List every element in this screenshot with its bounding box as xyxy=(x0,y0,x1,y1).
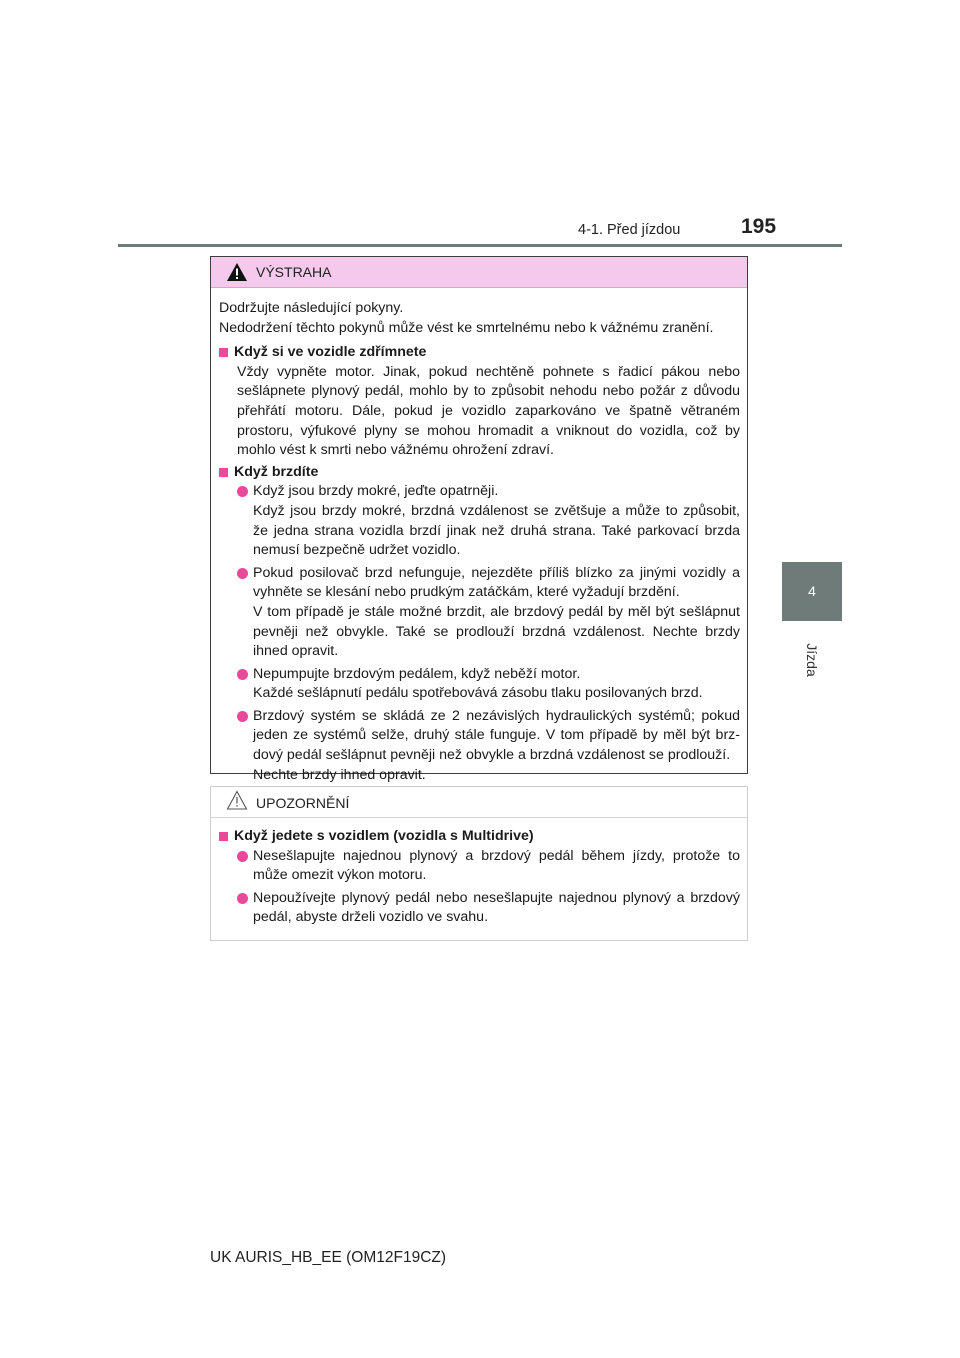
header-divider xyxy=(118,244,842,247)
circle-bullet-icon xyxy=(237,486,248,497)
section-heading: Když jedete s vozidlem (vozidla s Multidrive) xyxy=(219,827,740,847)
square-bullet-icon xyxy=(219,348,228,357)
chapter-label: Jízda xyxy=(804,643,820,677)
circle-bullet-icon xyxy=(237,711,248,722)
caution-body xyxy=(211,818,747,928)
intro-line: Dodržujte následující pokyny. xyxy=(219,300,404,316)
square-bullet-icon xyxy=(219,832,228,841)
warning-title: VÝSTRAHA xyxy=(256,264,332,280)
section-heading: Když si ve vozidle zdřímnete xyxy=(219,343,740,363)
list-item: Nepoužívejte plynový pedál nebo nesešlapujte najednou plynový a brzdový pedál, abyste drželi vozidlo ve svahu. xyxy=(219,889,740,928)
circle-bullet-icon xyxy=(237,851,248,862)
warning-body xyxy=(211,288,747,785)
section-title: 4-1. Před jízdou xyxy=(578,222,681,238)
section-braking xyxy=(219,463,740,786)
caution-title: UPOZORNĚNÍ xyxy=(256,795,350,811)
model-code: UK AURIS_HB_EE (OM12F19CZ) xyxy=(210,1249,447,1266)
list-item: Brzdový systém se skládá ze 2 nezávislých hydraulických systémů; pokud jeden ze systémů selže, druhý stále funguje. V tom případě by měl být brzdový pedál sešlápnut pevněji než obvykle a brzdná vzdálenost se prodlouží. Nechte brzdy ihned opravit. xyxy=(219,707,740,785)
page-number: 195 xyxy=(741,215,777,238)
circle-bullet-icon xyxy=(237,568,248,579)
list-item: Pokud posilovač brzd nefunguje, nejezděte příliš blízko za jinými vozidly a vyhněte se klesání nebo prudkým zatáčkám, které vyžadují brzdění. V tom případě je stále možné brzdit, ale brzdový pedál by měl být sešlápnut pevněji než obvykle. Také se prodlouží brzdná vzdálenost. Nechte brzdy ihned opravit. xyxy=(219,564,740,662)
section-heading: Když brzdíte xyxy=(219,463,740,483)
warning-box xyxy=(210,256,748,783)
caution-triangle-icon xyxy=(226,790,248,810)
circle-bullet-icon xyxy=(237,669,248,680)
section-text: Vždy vypněte motor. Jinak, pokud nechtěně pohnete s řadicí pákou nebo sešlápnete plynový pedál, mohlo by to způsobit nehodu nebo požár z důvodu přehřátí motoru. Dále, pokud je vozidlo zaparkováno ve špatně větraném prostoru, výfukové plyny se mohou hromadit a vniknout do vozidla, což by mohlo vést k smrti nebo vážnému ohrožení zdraví. xyxy=(237,363,740,459)
square-bullet-icon xyxy=(219,468,228,477)
list-item: Když jsou brzdy mokré, jeďte opatrněji. Když jsou brzdy mokré, brzdná vzdálenost se zvětšuje a může to způsobit, že jedna strana vozidla brzdí jinak než druhá strana. Také parkovací brzda nemusí bezpečně udržet vozidlo. xyxy=(219,482,740,560)
intro-line: Nedodržení těchto pokynů může vést ke smrtelnému nebo k vážnému zranění. xyxy=(219,319,714,336)
warning-intro xyxy=(219,299,740,338)
chapter-tab: 4 xyxy=(782,562,842,621)
warning-header xyxy=(211,257,747,288)
list-item: Nesešlapujte najednou plynový a brzdový pedál během jízdy, protože to může omezit výkon motoru. xyxy=(219,847,740,886)
warning-triangle-icon xyxy=(226,262,248,282)
circle-bullet-icon xyxy=(237,893,248,904)
list-item: Nepumpujte brzdovým pedálem, když neběží motor. Každé sešlápnutí pedálu spotřebovává zásobu tlaku posilovaných brzd. xyxy=(219,665,740,704)
caution-header xyxy=(211,787,747,818)
section-nap xyxy=(219,343,740,461)
caution-box xyxy=(210,786,748,941)
